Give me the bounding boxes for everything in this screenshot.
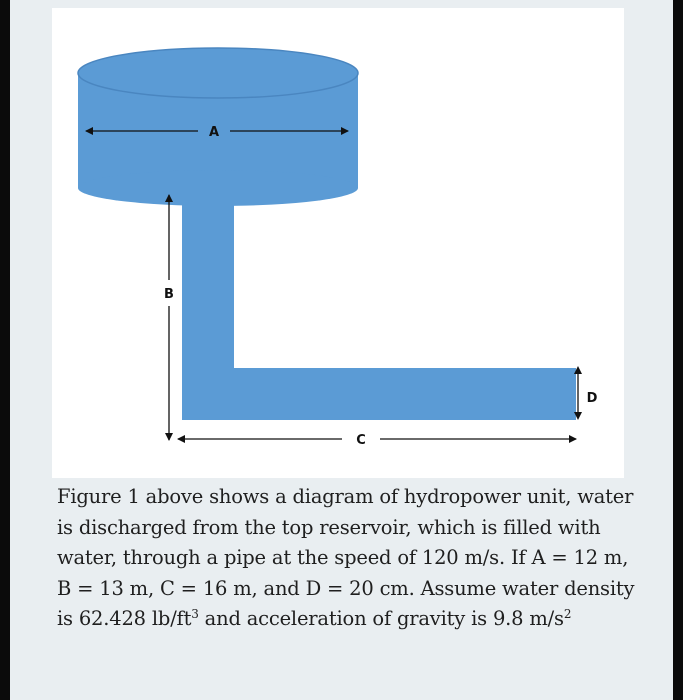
label-a: A: [208, 125, 220, 140]
label-d: D: [586, 391, 598, 406]
discharge-pipe: [182, 198, 576, 420]
problem-paragraph: [57, 482, 647, 635]
problem-statement: [57, 482, 647, 635]
hydropower-diagram: [52, 8, 624, 478]
frame-edge-left: [0, 0, 10, 700]
label-c: C: [356, 433, 366, 448]
gravity-exponent: 2: [563, 607, 572, 621]
frame-edge-right: [673, 0, 683, 700]
density-exponent: 3: [191, 607, 199, 621]
problem-text-part1: Figure 1 above shows a diagram of hydropower unit, water is discharged from the top reservoir, which is filled with water, through a pipe at the speed of 120 m/s. If A = 12 m, B = 13 m, C = 16 m, and D = 20 cm. Assume water density is 62.428 lb/ft: [57, 485, 635, 630]
problem-text-part2: and acceleration of gravity is 9.8 m/s: [198, 607, 564, 630]
diagram-svg: [52, 8, 624, 478]
label-b: B: [164, 287, 174, 302]
